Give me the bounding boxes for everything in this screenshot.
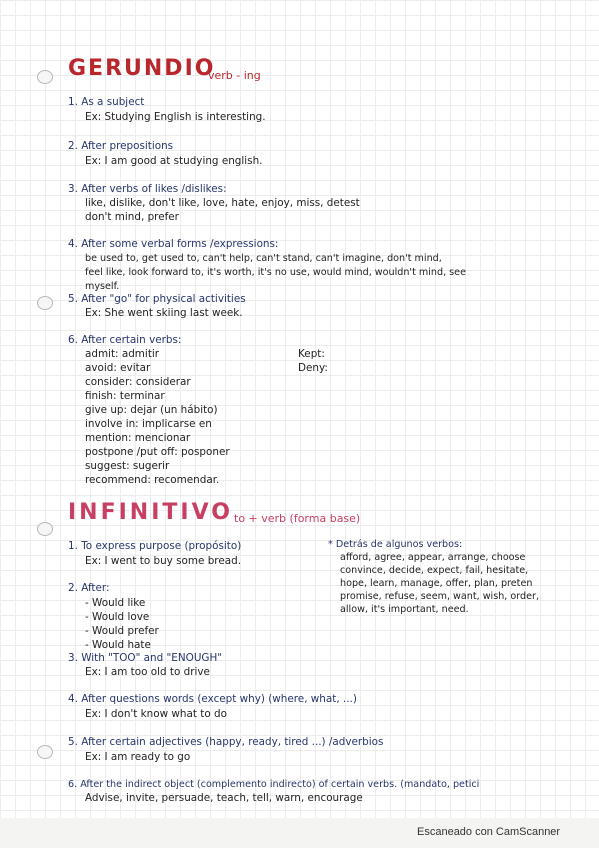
gerundio-rule-3-line: don't mind, prefer [85,211,179,223]
verb-item: involve in: implicarse en [85,418,212,430]
verb-item: admit: admitir [85,348,160,360]
gerundio-rule-3: 3. After verbs of likes /dislikes: [68,183,227,195]
gerundio-rule-6: 6. After certain verbs: [68,334,182,346]
gerundio-rule-3-line: like, dislike, don't like, love, hate, enjoy, miss, detest [85,197,360,209]
list-item: - Would like [85,597,146,609]
infinitivo-subtitle: to + verb (forma base) [234,512,361,525]
gerundio-example-1: Ex: Studying English is interesting. [85,111,266,123]
verb-item-right: Deny: [298,362,328,374]
verb-item: finish: terminar [85,390,165,402]
gerundio-rule-1: 1. As a subject [68,96,145,108]
gerundio-rule-4: 4. After some verbal forms /expressions: [68,238,279,250]
list-item: - Would prefer [85,625,159,637]
gerundio-rule-4-line: feel like, look forward to, it's worth, it's no use, would mind, wouldn't mind, see [85,267,466,278]
infinitivo-rule-4: 4. After questions words (except why) (where, what, ...) [68,693,357,705]
verb-item: avoid: evitar [85,362,151,374]
infinitivo-rule-5: 5. After certain adjectives (happy, ready, tired ...) /adverbios [68,736,384,748]
infinitivo-title: INFINITIVO [68,500,233,525]
binder-hole [37,296,53,310]
infinitivo-rule-3: 3. With "TOO" and "ENOUGH" [68,652,223,664]
infinitivo-rule-6: 6. After the indirect object (complemento indirecto) of certain verbs. (mandato, petici [68,779,480,790]
binder-hole [37,70,53,84]
verb-item: postpone /put off: posponer [85,446,230,458]
verb-item: give up: dejar (un hábito) [85,404,218,416]
binder-hole [37,522,53,536]
infinitivo-example-4: Ex: I don't know what to do [85,708,227,720]
verb-item: mention: mencionar [85,432,191,444]
gerundio-subtitle: verb - ing [208,69,261,82]
infinitivo-note-line: promise, refuse, seem, want, wish, order, [340,591,540,602]
infinitivo-rule-1: 1. To express purpose (propósito) [68,540,242,552]
gerundio-title: GERUNDIO [68,56,216,81]
infinitivo-example-5: Ex: I am ready to go [85,751,191,763]
list-item: - Would love [85,611,150,623]
verb-item: consider: considerar [85,376,191,388]
gerundio-rule-5: 5. After "go" for physical activities [68,293,246,305]
gerundio-rule-4-line: be used to, get used to, can't help, can't stand, can't imagine, don't mind, [85,253,442,264]
infinitivo-note-line: allow, it's important, need. [340,604,469,615]
infinitivo-rule-6-line: Advise, invite, persuade, teach, tell, warn, encourage [85,792,363,804]
scanner-watermark: Escaneado con CamScanner [417,826,561,838]
infinitivo-rule-2: 2. After: [68,582,110,594]
infinitivo-note-line: hope, learn, manage, offer, plan, preten [340,578,533,589]
infinitivo-example-3: Ex: I am too old to drive [85,666,210,678]
infinitivo-note-heading: * Detrás de algunos verbos: [328,539,463,550]
infinitivo-note-line: convince, decide, expect, fail, hesitate, [340,565,529,576]
verb-item-right: Kept: [298,348,325,360]
gerundio-example-2: Ex: I am good at studying english. [85,155,263,167]
infinitivo-example-1: Ex: I went to buy some bread. [85,555,241,567]
gerundio-rule-4-line: myself. [85,281,120,292]
infinitivo-note-line: afford, agree, appear, arrange, choose [340,552,526,563]
verb-item: recommend: recomendar. [85,474,220,486]
gerundio-rule-2: 2. After prepositions [68,140,174,152]
verb-item: suggest: sugerir [85,460,170,472]
gerundio-example-5: Ex: She went skiing last week. [85,307,243,319]
list-item: - Would hate [85,639,151,651]
binder-hole [37,745,53,759]
